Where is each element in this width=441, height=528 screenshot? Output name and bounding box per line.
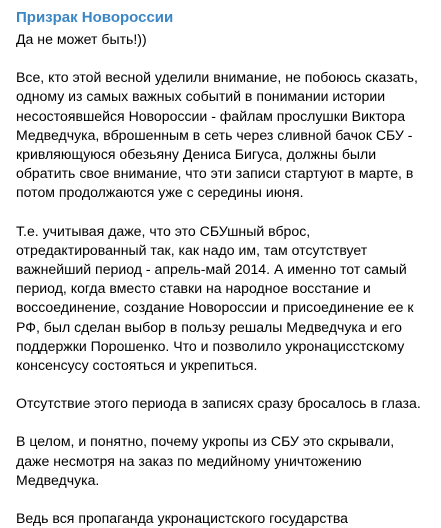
message-paragraph-5: В целом, и понятно, почему укропы из СБУ это скрывали, даже несмотря на заказ по медийному уничтожению Медведчука. — [16, 433, 395, 488]
message-paragraph-3: Т.е. учитывая даже, что это СБУшный вброс, отредактированный так, как надо им, там отсутствует важнейший период - апрель-май 2014. А именно тот самый период, когда вместо ставки на народное восстание и воссоединение, создание Новороссии и присоединение ее к РФ, был сделан выбор в пользу решалы Медведчука и его поддержки Порошенко. Что и позволило укронацисстскому консенсусу состояться и укрепиться. — [16, 222, 414, 374]
message-paragraph-6: Ведь вся пропаганда укронацистского государства — [16, 510, 349, 527]
message-paragraph-2: Все, кто этой весной уделили внимание, не побоюсь сказать, одному из самых важных событий в понимании истории несостоявшейся Новороссии - файлам прослушки Виктора Медведчука, вброшенным в сеть через сливной бачок СБУ - кривляющуюся обезьяну Дениса Бигуса, должны были обратить свое внимание, что эти записи стартуют в марте, в потом продолжаются уже с середины июня. — [16, 69, 418, 201]
channel-name[interactable]: Призрак Новороссии — [16, 9, 174, 26]
message-paragraph-1: Да не может быть!)) — [16, 31, 147, 47]
message-paragraph-4: Отсутствие этого периода в записях сразу бросалось в глаза. — [16, 395, 421, 412]
